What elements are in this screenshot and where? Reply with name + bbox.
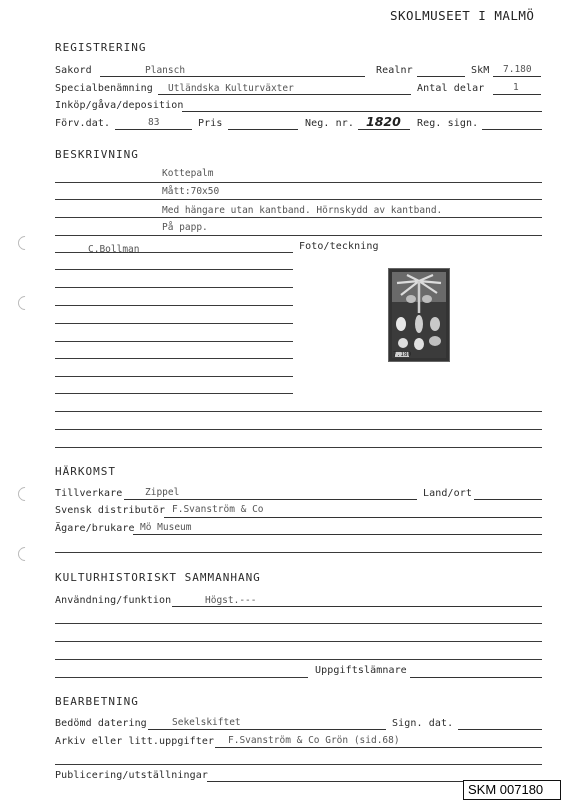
inkop-line xyxy=(182,111,542,112)
neg-nr-line xyxy=(358,129,410,130)
datering-label: Bedömd datering xyxy=(55,718,147,729)
land-ort-line xyxy=(474,499,542,500)
beskrivning-rule-4 xyxy=(55,235,542,236)
left-rule-6 xyxy=(55,341,293,342)
sakord-label: Sakord xyxy=(55,65,92,76)
inkop-label: Inköp/gåva/deposition xyxy=(55,100,184,111)
section-registrering-title: REGISTRERING xyxy=(55,41,147,54)
section-harkomst-title: HÄRKOMST xyxy=(55,465,116,478)
section-beskrivning-title: BESKRIVNING xyxy=(55,148,139,161)
forv-dat-line xyxy=(115,129,192,130)
arkiv-label: Arkiv eller litt.uppgifter xyxy=(55,736,215,747)
beskrivning-line-2: Mått:70x50 xyxy=(162,186,220,197)
agare-label: Ägare/brukare xyxy=(55,523,135,534)
skm-value: 7.180 xyxy=(503,64,532,75)
antal-delar-line xyxy=(493,94,541,95)
sign-dat-label: Sign. dat. xyxy=(392,718,454,729)
kultur-rule-2 xyxy=(55,641,542,642)
realnr-line xyxy=(417,76,465,77)
punch-hole-bottom xyxy=(15,544,35,564)
datering-line xyxy=(148,729,386,730)
skm-label: SkM xyxy=(471,65,490,76)
beskrivning-line-1: Kottepalm xyxy=(162,168,214,179)
foto-teckning-label: Foto/teckning xyxy=(299,241,379,252)
pris-label: Pris xyxy=(198,118,223,129)
sign-dat-line xyxy=(458,729,542,730)
antal-delar-label: Antal delar xyxy=(417,83,485,94)
punch-hole-top xyxy=(15,233,35,253)
pris-line xyxy=(228,129,298,130)
specialbenamning-line xyxy=(158,94,411,95)
full-rule-3 xyxy=(55,447,542,448)
inventory-stamp-text: SKM 007180 xyxy=(468,782,544,797)
forv-dat-value: 83 xyxy=(148,117,160,128)
section-bearbetning-title: BEARBETNING xyxy=(55,695,139,708)
agare-line xyxy=(133,534,542,535)
antal-delar-value: 1 xyxy=(513,82,519,93)
bearbetning-rule xyxy=(55,764,542,765)
left-rule-1 xyxy=(55,252,293,253)
forv-dat-label: Förv.dat. xyxy=(55,118,111,129)
uppgiftslamnare-label: Uppgiftslämnare xyxy=(315,665,407,676)
neg-nr-label: Neg. nr. xyxy=(305,118,354,129)
inventory-stamp xyxy=(463,780,561,800)
beskrivning-line-3: Med hängare utan kantband. Hörnskydd av kantband. xyxy=(162,205,443,216)
beskrivning-line-4: På papp. xyxy=(162,222,208,233)
kultur-rule-4 xyxy=(55,677,308,678)
tillverkare-line xyxy=(124,499,417,500)
datering-value: Sekelskiftet xyxy=(172,717,241,728)
beskrivning-rule-1 xyxy=(55,182,542,183)
land-ort-label: Land/ort xyxy=(423,488,472,499)
full-rule-1 xyxy=(55,411,542,412)
left-rule-5 xyxy=(55,323,293,324)
distributor-value: F.Svanström & Co xyxy=(172,504,264,515)
museum-header: SKOLMUSEET I MALMÖ xyxy=(390,8,535,23)
anvandning-value: Högst.--- xyxy=(205,595,257,606)
palm-plate-image xyxy=(389,269,449,361)
punch-hole-middle xyxy=(15,293,35,313)
agare-value: Mö Museum xyxy=(140,522,192,533)
specialbenamning-label: Specialbenämning xyxy=(55,83,153,94)
harkomst-rule xyxy=(55,552,542,553)
reg-sign-line xyxy=(482,129,542,130)
skm-line xyxy=(493,76,541,77)
tillverkare-label: Tillverkare xyxy=(55,488,123,499)
beskrivning-rule-2 xyxy=(55,199,542,200)
arkiv-value: F.Svanström & Co Grön (sid.68) xyxy=(228,735,400,746)
realnr-label: Realnr xyxy=(376,65,413,76)
full-rule-2 xyxy=(55,429,542,430)
distributor-line xyxy=(164,517,542,518)
left-rule-8 xyxy=(55,376,293,377)
left-rule-9 xyxy=(55,393,293,394)
tillverkare-value: Zippel xyxy=(145,487,180,498)
publicering-label: Publicering/utställningar xyxy=(55,770,209,781)
arkiv-line xyxy=(215,747,542,748)
distributor-label: Svensk distributör xyxy=(55,505,166,516)
photo-tag: 7.180 xyxy=(393,351,412,358)
reg-sign-label: Reg. sign. xyxy=(417,118,479,129)
uppgiftslamnare-line xyxy=(410,677,542,678)
sakord-line xyxy=(100,76,365,77)
left-rule-2 xyxy=(55,269,293,270)
kultur-rule-3 xyxy=(55,659,542,660)
section-kultur-title: KULTURHISTORISKT SAMMANHANG xyxy=(55,571,261,584)
photo-thumbnail xyxy=(388,268,450,362)
kultur-rule-1 xyxy=(55,623,542,624)
left-rule-4 xyxy=(55,305,293,306)
left-rule-3 xyxy=(55,287,293,288)
beskrivning-rule-3 xyxy=(55,217,542,218)
left-rule-7 xyxy=(55,358,293,359)
punch-hole-lower xyxy=(15,484,35,504)
anvandning-label: Användning/funktion xyxy=(55,595,172,606)
specialbenamning-value: Utländska Kulturväxter xyxy=(168,83,294,94)
sakord-value: Plansch xyxy=(145,65,186,76)
neg-nr-value: 1820 xyxy=(366,114,401,129)
anvandning-line xyxy=(172,606,542,607)
signer-value: C.Bollman xyxy=(88,244,140,255)
